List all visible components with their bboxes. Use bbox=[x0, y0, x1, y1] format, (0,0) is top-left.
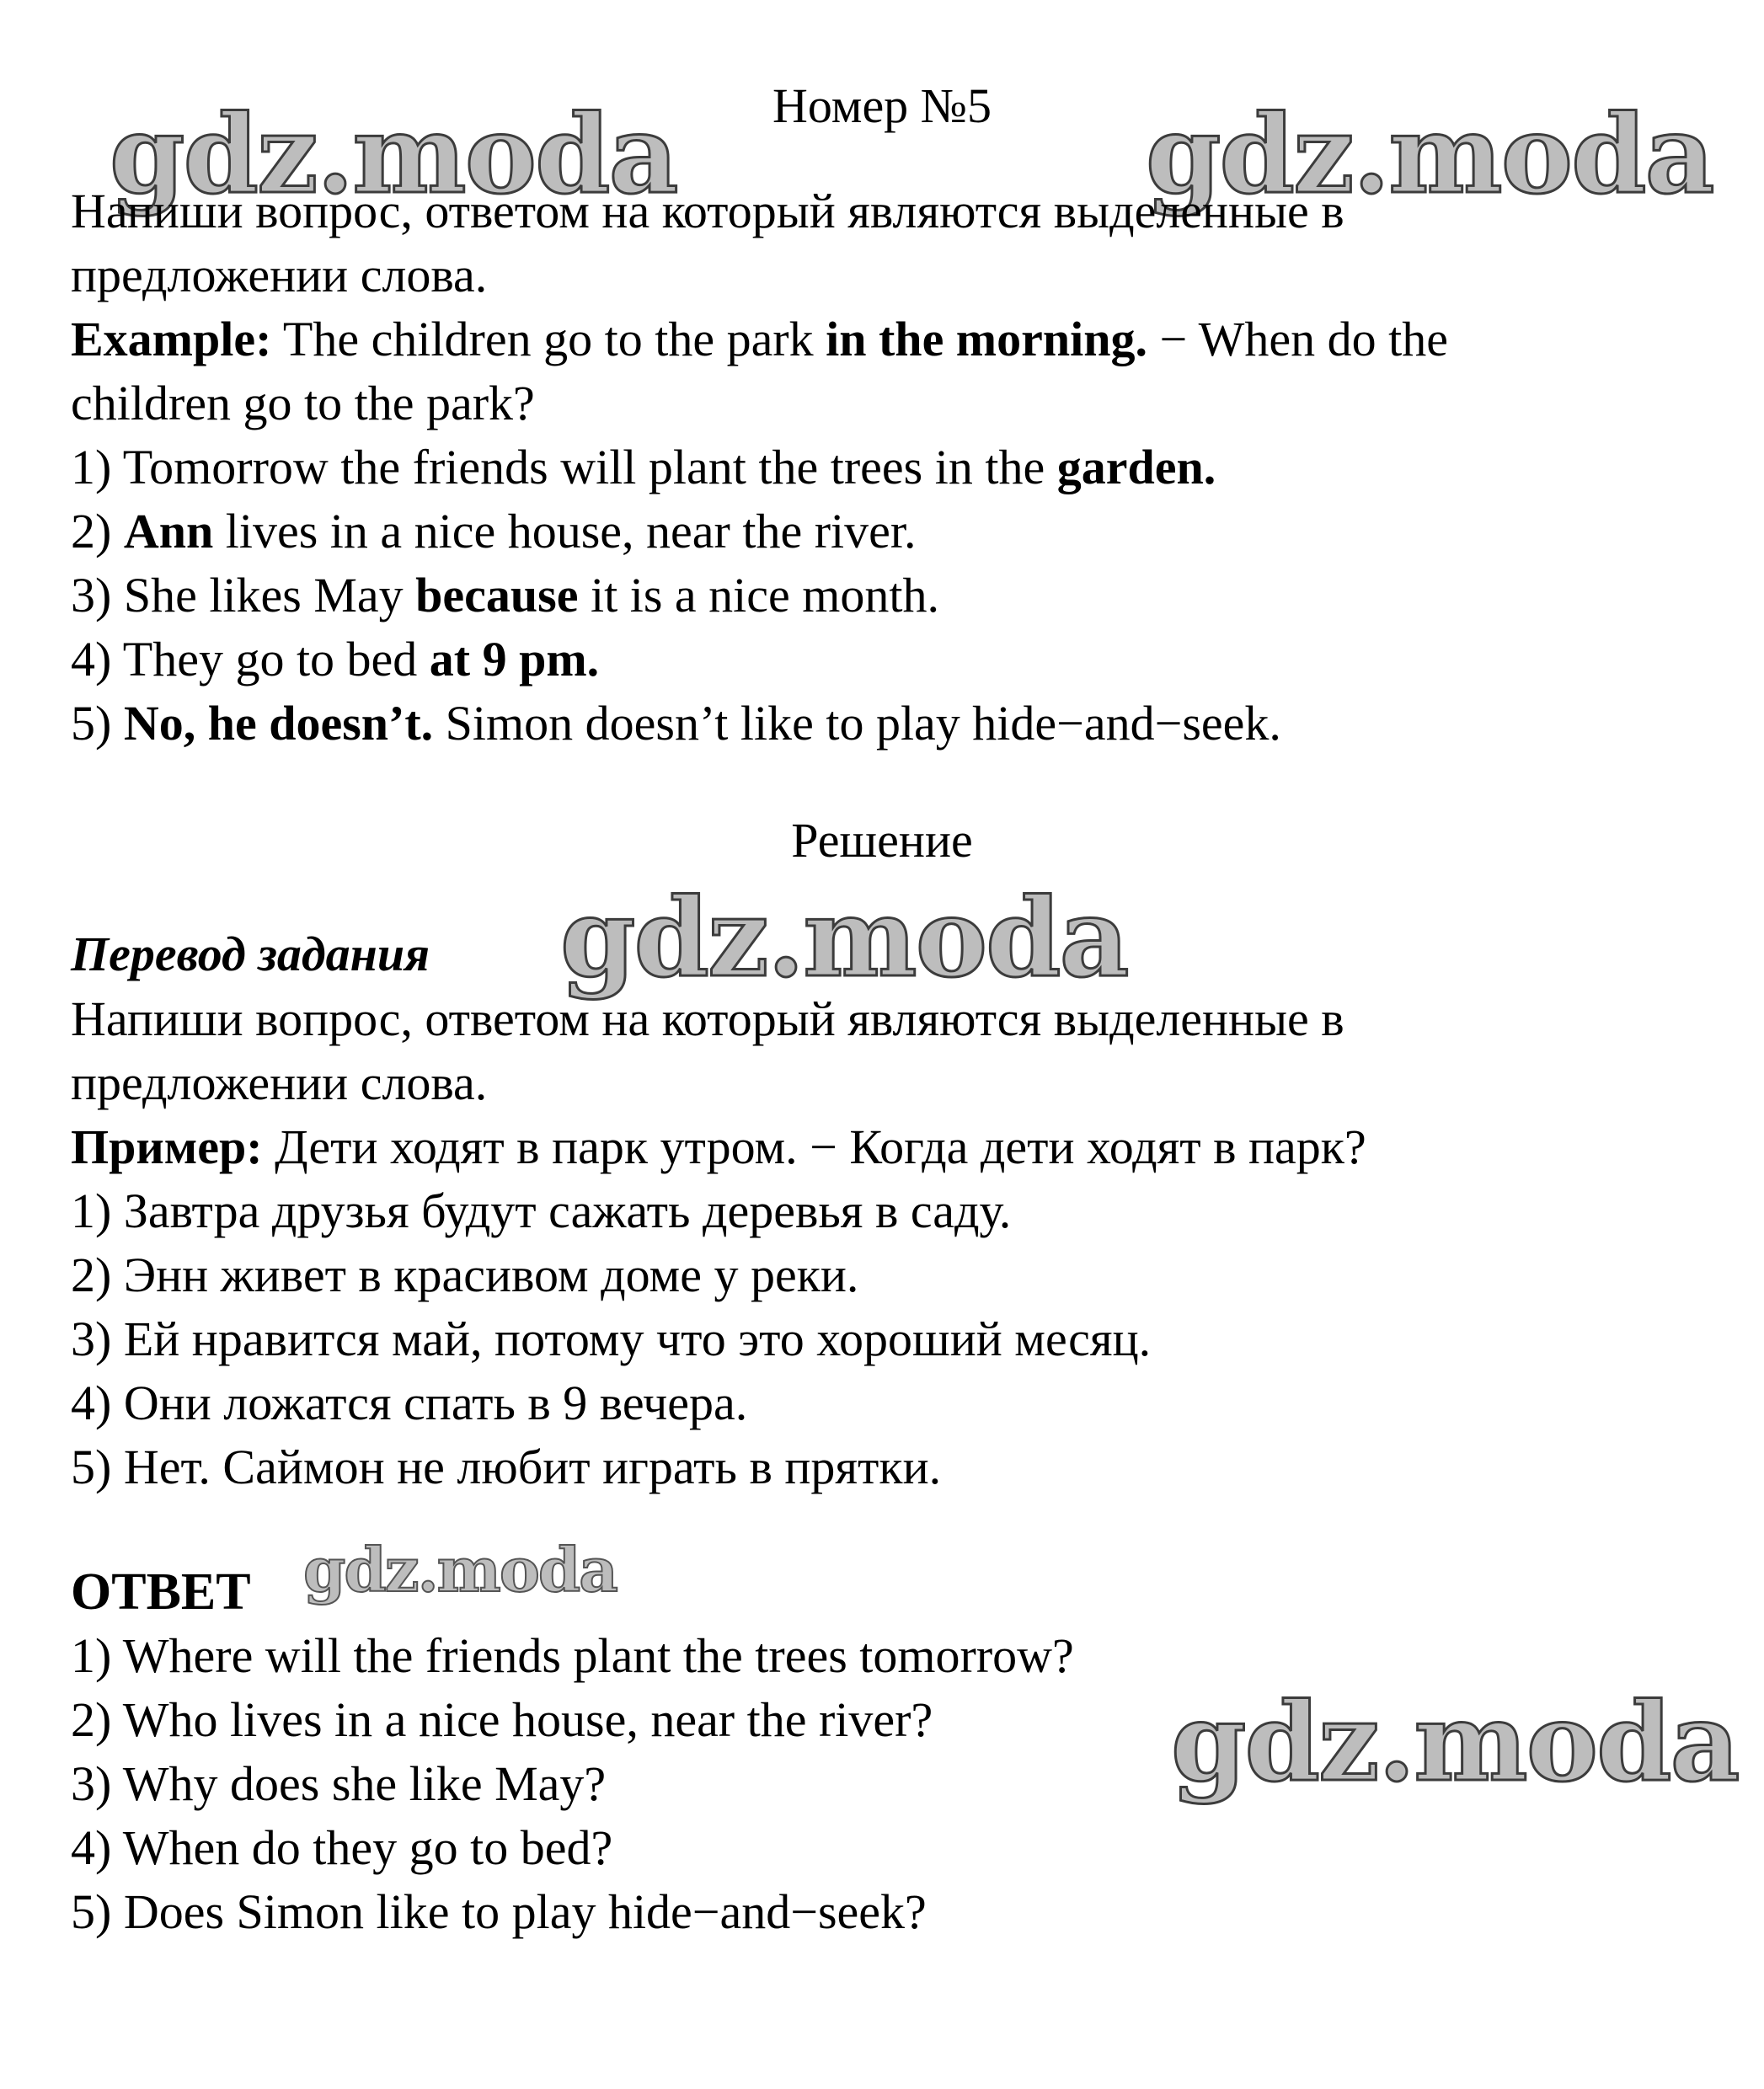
task-item: 2) Ann lives in a nice house, near the river. bbox=[71, 504, 917, 558]
task-item: 4) They go to bed at 9 pm. bbox=[71, 632, 600, 687]
translation-heading: Перевод задания bbox=[71, 927, 430, 981]
example-bold: in the morning. bbox=[826, 312, 1147, 366]
answer-item: 3) Why does she like May? bbox=[71, 1756, 607, 1811]
task-line-1: Напиши вопрос, ответом на который являются выделенные в bbox=[71, 184, 1344, 238]
translation-line-1: Напиши вопрос, ответом на который являются выделенные в bbox=[71, 991, 1344, 1046]
translation-example bbox=[71, 1115, 1366, 1179]
watermark-logo: gdz.moda bbox=[303, 1534, 617, 1605]
page-title: Номер №5 bbox=[772, 78, 992, 133]
translation-item: 2) Энн живет в красивом доме у реки. bbox=[71, 1248, 859, 1302]
example-text-b: − When do the bbox=[1159, 312, 1449, 366]
task-example bbox=[71, 307, 1448, 371]
translation-item: 3) Ей нравится май, потому что это хороший месяц. bbox=[71, 1312, 1152, 1366]
translation-item: 5) Нет. Саймон не любит играть в прятки. bbox=[71, 1440, 942, 1494]
example-text-a: The children go to the park bbox=[282, 312, 814, 366]
task-item: 1) Tomorrow the friends will plant the trees in the garden. bbox=[71, 440, 1216, 494]
translation-line-2: предложении слова. bbox=[71, 1055, 488, 1110]
watermark-logo: gdz.moda bbox=[1146, 92, 1713, 218]
translation-item: 1) Завтра друзья будут сажать деревья в саду. bbox=[71, 1183, 1012, 1238]
watermark-logo: gdz.moda bbox=[560, 875, 1128, 1002]
solution-title: Решение bbox=[791, 813, 973, 868]
example-label: Пример: bbox=[71, 1119, 263, 1174]
example-text: Дети ходят в парк утром. − Когда дети ходят в парк? bbox=[275, 1119, 1366, 1174]
answer-item: 2) Who lives in a nice house, near the river? bbox=[71, 1692, 933, 1747]
task-item: 3) She likes May because it is a nice month. bbox=[71, 568, 939, 622]
answer-item: 4) When do they go to bed? bbox=[71, 1820, 613, 1875]
answer-item: 5) Does Simon like to play hide−and−seek? bbox=[71, 1884, 927, 1939]
translation-item: 4) Они ложатся спать в 9 вечера. bbox=[71, 1376, 748, 1430]
answer-heading: ОТВЕТ bbox=[71, 1563, 251, 1621]
watermark-logo: gdz.moda bbox=[110, 92, 677, 218]
watermark-logo: gdz.moda bbox=[1171, 1680, 1739, 1806]
example-label: Example: bbox=[71, 312, 272, 366]
task-line-2: предложении слова. bbox=[71, 248, 488, 302]
task-item: 5) No, he doesn’t. Simon doesn’t like to play hide−and−seek. bbox=[71, 696, 1281, 751]
task-example-line-2: children go to the park? bbox=[71, 376, 535, 430]
answer-item: 1) Where will the friends plant the trees tomorrow? bbox=[71, 1628, 1074, 1683]
